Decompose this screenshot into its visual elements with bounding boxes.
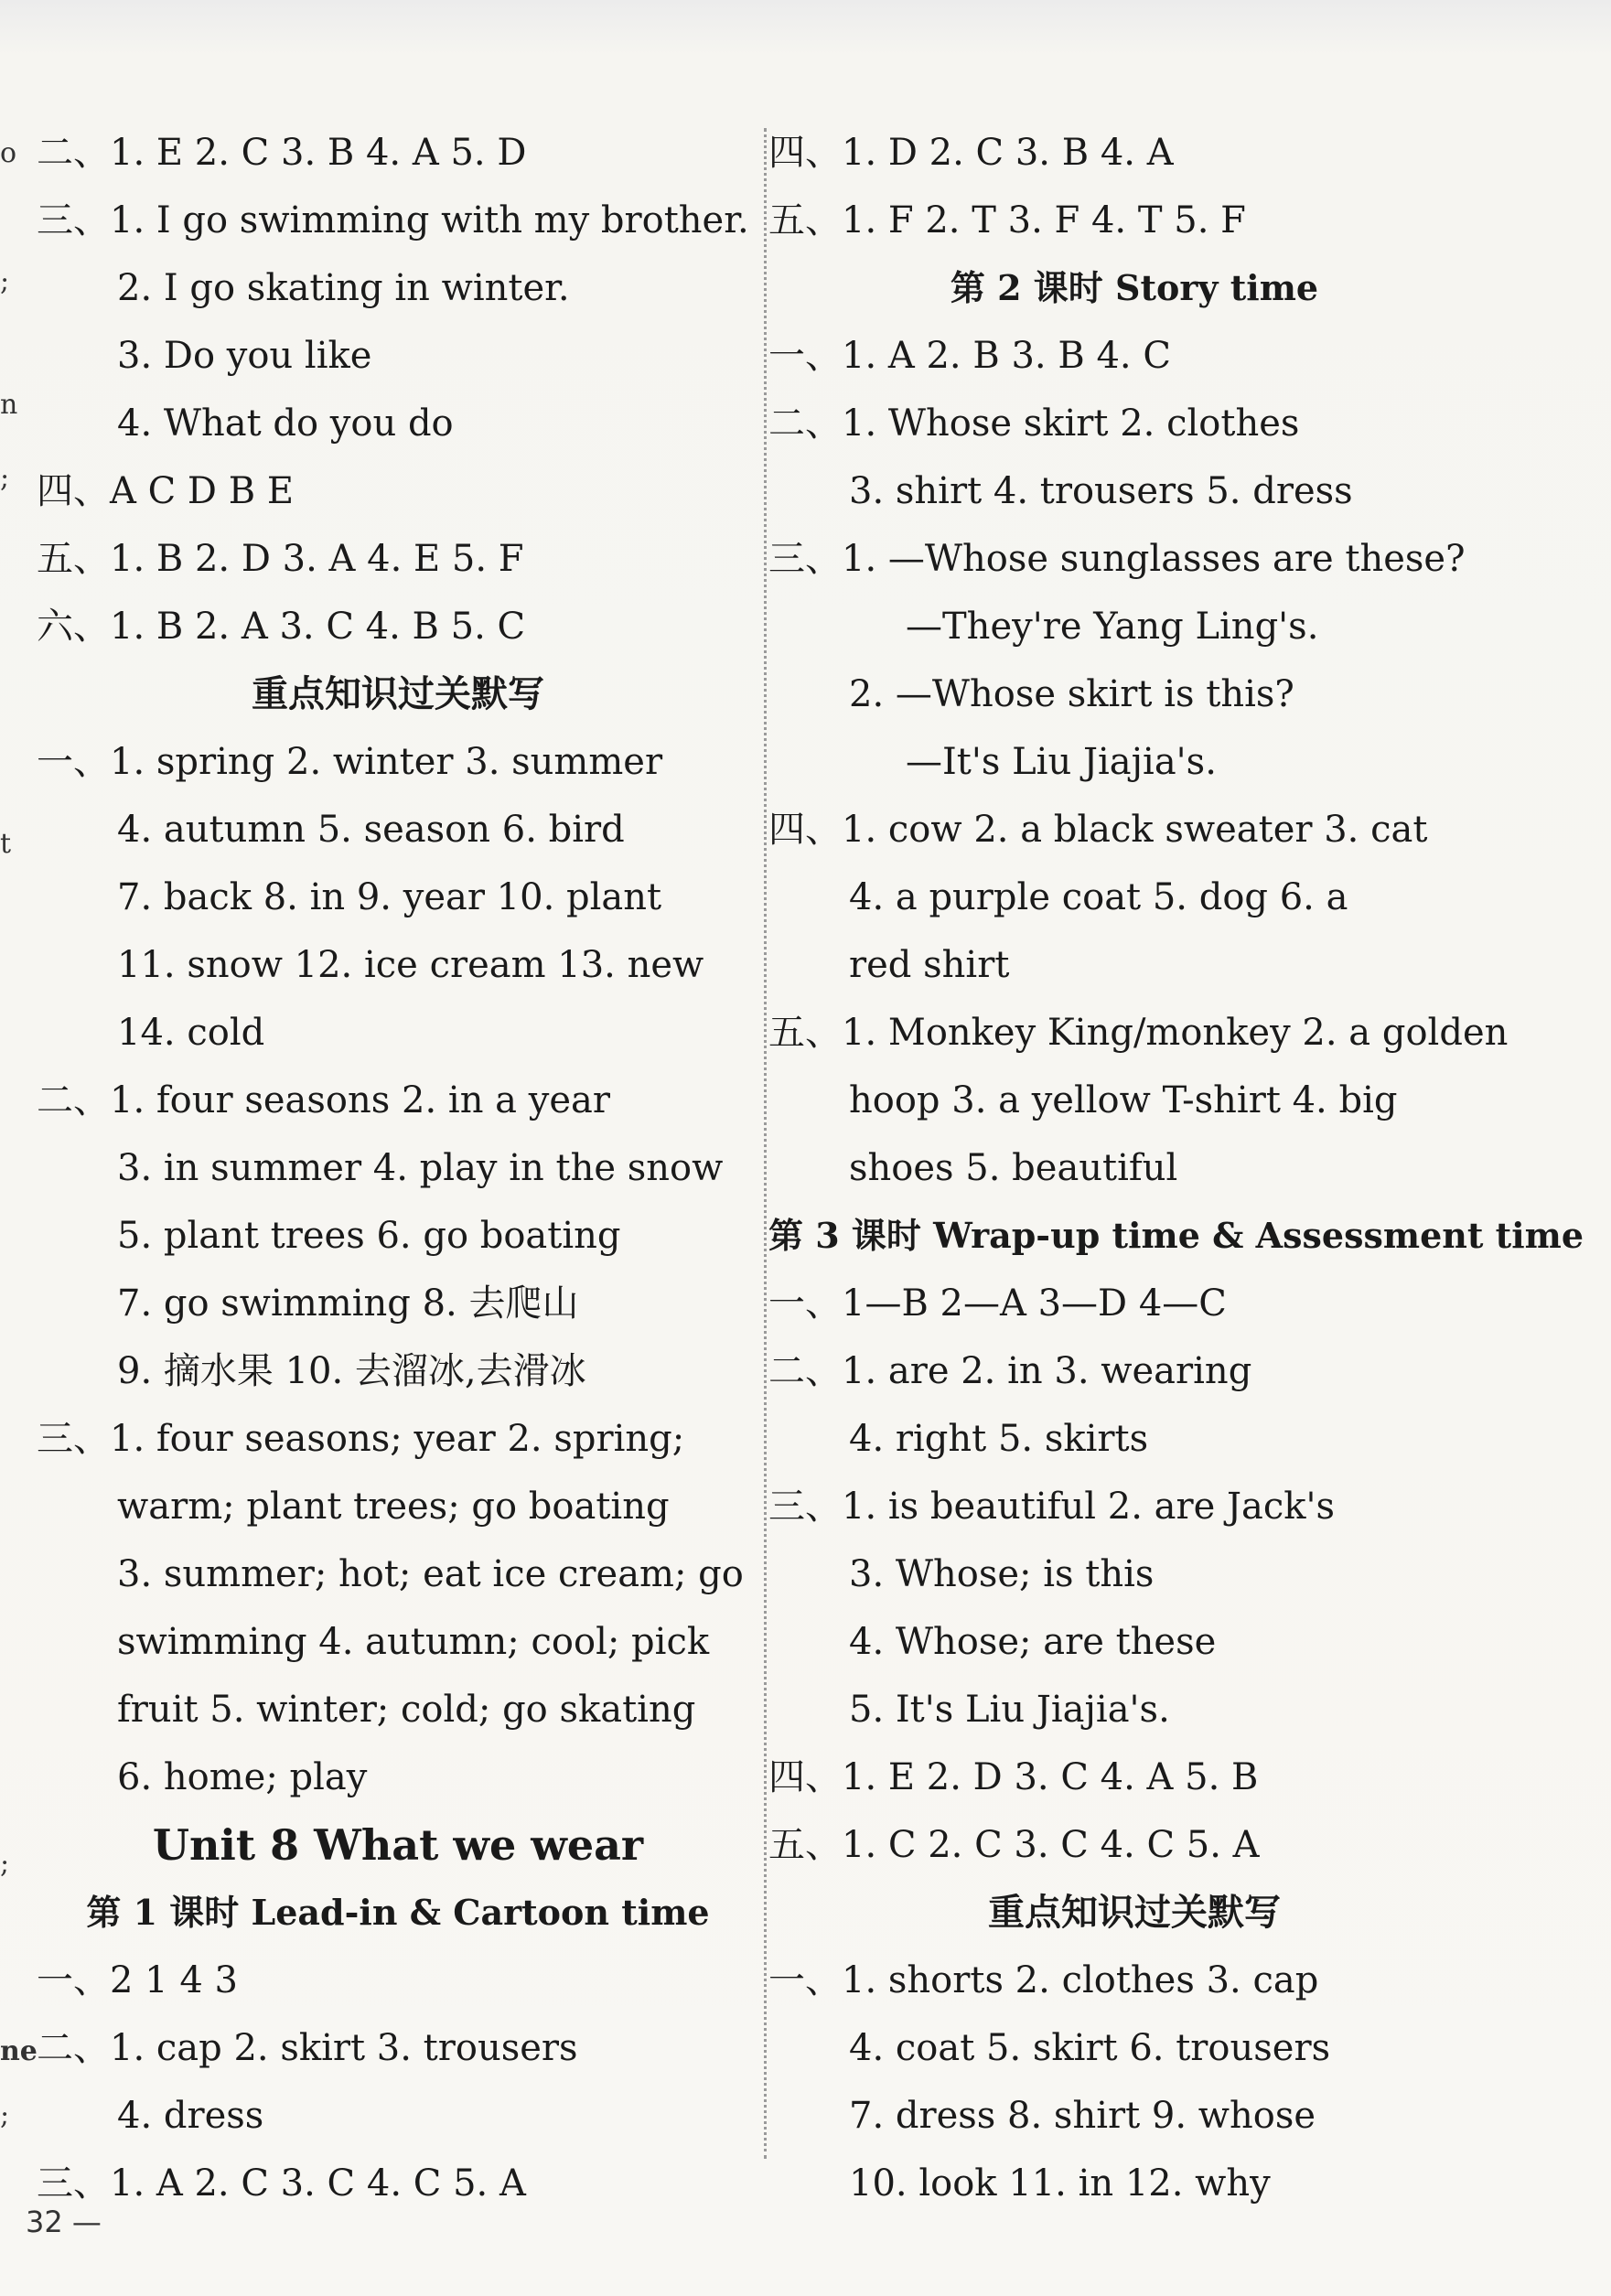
- answer-line: 三、1. —Whose sunglasses are these?: [768, 538, 1466, 580]
- answer-line: 三、1. I go swimming with my brother.: [37, 199, 749, 241]
- answer-line: 9. 摘水果 10. 去溜冰,去滑冰: [117, 1350, 586, 1392]
- answer-line: swimming 4. autumn; cool; pick: [117, 1621, 710, 1663]
- answer-line: 二、1. Whose skirt 2. clothes: [768, 402, 1300, 445]
- answer-line: 五、1. B 2. D 3. A 4. E 5. F: [37, 538, 524, 580]
- answer-line: 4. dress: [117, 2095, 264, 2137]
- answer-line: 4. a purple coat 5. dog 6. a: [849, 876, 1348, 918]
- answer-line: 一、2 1 4 3: [37, 1959, 238, 2001]
- answer-line: 第 1 课时 Lead-in & Cartoon time: [86, 1892, 710, 1933]
- answer-line: 二、1. four seasons 2. in a year: [37, 1079, 610, 1121]
- answer-line: —They're Yang Ling's.: [906, 606, 1319, 648]
- answer-line: 四、1. E 2. D 3. C 4. A 5. B: [768, 1756, 1259, 1798]
- answer-line: 五、1. F 2. T 3. F 4. T 5. F: [768, 199, 1246, 241]
- answer-line: 2. I go skating in winter.: [117, 267, 570, 309]
- answer-line: 第 3 课时 Wrap-up time & Assessment time: [768, 1215, 1584, 1256]
- answer-line: 3. Do you like: [117, 335, 372, 377]
- answer-line: 一、1. spring 2. winter 3. summer: [37, 741, 663, 783]
- left-answer-column: [37, 119, 759, 2217]
- answer-line: 4. What do you do: [117, 402, 454, 445]
- edge-mark: ;: [0, 1848, 10, 1880]
- answer-line: 重点知识过关默写: [252, 673, 544, 715]
- edge-mark: ;: [0, 2099, 10, 2131]
- answer-line: 6. home; play: [117, 1756, 368, 1798]
- edge-mark: ;: [0, 462, 10, 494]
- answer-line: 三、1. is beautiful 2. are Jack's: [768, 1486, 1336, 1528]
- answer-line: 3. in summer 4. play in the snow: [117, 1147, 724, 1189]
- answer-line: 五、1. Monkey King/monkey 2. a golden: [768, 1012, 1509, 1054]
- answer-line: 7. go swimming 8. 去爬山: [117, 1282, 579, 1325]
- answer-line: 7. dress 8. shirt 9. whose: [849, 2095, 1316, 2137]
- answer-line: —It's Liu Jiajia's.: [906, 741, 1217, 783]
- answer-line: 三、1. A 2. C 3. C 4. C 5. A: [37, 2162, 526, 2205]
- answer-line: fruit 5. winter; cold; go skating: [117, 1689, 696, 1731]
- answer-line: 一、1. shorts 2. clothes 3. cap: [768, 1959, 1319, 2001]
- answer-line: 3. summer; hot; eat ice cream; go: [117, 1553, 744, 1595]
- answer-line: 四、1. cow 2. a black sweater 3. cat: [768, 809, 1428, 851]
- answer-line: Unit 8 What we wear: [152, 1820, 644, 1870]
- page-number: 32 —: [26, 2205, 102, 2239]
- right-answer-column: [768, 119, 1584, 2217]
- answer-line: 5. plant trees 6. go boating: [117, 1215, 621, 1257]
- column-divider: [764, 128, 767, 2159]
- answer-line: 7. back 8. in 9. year 10. plant: [117, 876, 662, 918]
- answer-line: 10. look 11. in 12. why: [849, 2162, 1271, 2205]
- answer-line: hoop 3. a yellow T-shirt 4. big: [849, 1079, 1398, 1121]
- answer-line: 四、1. D 2. C 3. B 4. A: [768, 132, 1174, 174]
- answer-line: 5. It's Liu Jiajia's.: [849, 1689, 1170, 1731]
- answer-line: 4. coat 5. skirt 6. trousers: [849, 2027, 1331, 2069]
- answer-line: 4. Whose; are these: [849, 1621, 1217, 1663]
- edge-mark: ;: [0, 265, 10, 297]
- answer-line: red shirt: [849, 944, 1010, 986]
- edge-mark: o: [0, 137, 17, 169]
- answer-line: 4. autumn 5. season 6. bird: [117, 809, 625, 851]
- answer-line: 重点知识过关默写: [988, 1892, 1281, 1934]
- answer-line: warm; plant trees; go boating: [117, 1486, 670, 1528]
- answer-line: 2. —Whose skirt is this?: [849, 673, 1294, 715]
- answer-line: 一、1. A 2. B 3. B 4. C: [768, 335, 1171, 377]
- answer-line: 11. snow 12. ice cream 13. new: [117, 944, 704, 986]
- answer-line: 3. Whose; is this: [849, 1553, 1155, 1595]
- answer-line: 一、1—B 2—A 3—D 4—C: [768, 1282, 1227, 1325]
- answer-line: 六、1. B 2. A 3. C 4. B 5. C: [37, 606, 526, 648]
- answer-line: 第 2 课时 Story time: [950, 267, 1319, 308]
- answer-line: 三、1. four seasons; year 2. spring;: [37, 1418, 685, 1460]
- answer-line: 四、A C D B E: [37, 470, 295, 512]
- answer-line: shoes 5. beautiful: [849, 1147, 1178, 1189]
- answer-line: 二、1. are 2. in 3. wearing: [768, 1350, 1252, 1392]
- answer-line: 二、1. E 2. C 3. B 4. A 5. D: [37, 132, 527, 174]
- edge-mark: t: [0, 828, 12, 860]
- answer-line: 14. cold: [117, 1012, 265, 1054]
- answer-line: 4. right 5. skirts: [849, 1418, 1149, 1460]
- edge-mark: ne: [0, 2035, 38, 2067]
- edge-mark: n: [0, 389, 18, 421]
- answer-line: 二、1. cap 2. skirt 3. trousers: [37, 2027, 578, 2069]
- answer-line: 五、1. C 2. C 3. C 4. C 5. A: [768, 1824, 1260, 1866]
- answer-line: 3. shirt 4. trousers 5. dress: [849, 470, 1353, 512]
